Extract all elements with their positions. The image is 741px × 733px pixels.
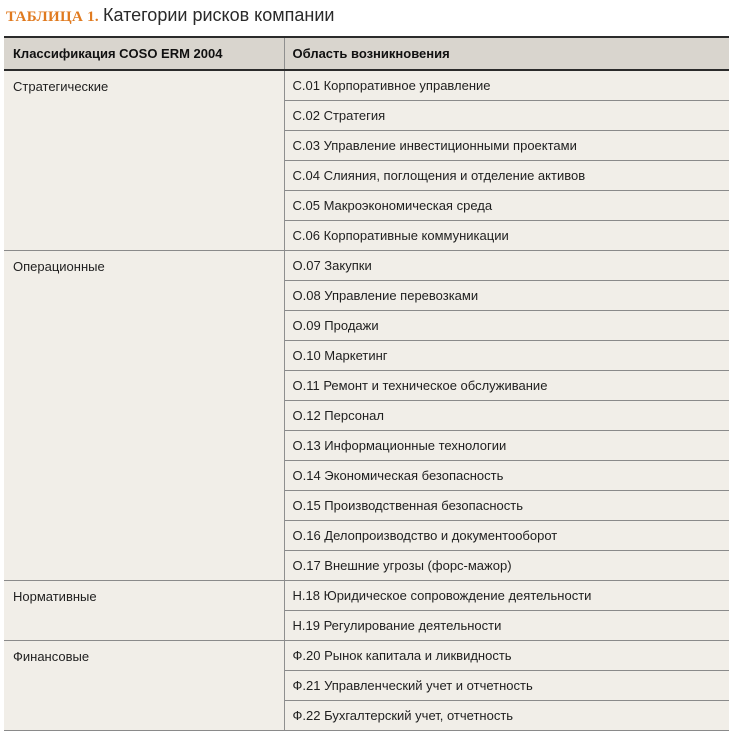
risk-area-cell: С.02 Стратегия	[284, 101, 729, 131]
risk-area-cell: С.06 Корпоративные коммуникации	[284, 221, 729, 251]
risk-area-cell: О.16 Делопроизводство и документооборот	[284, 521, 729, 551]
table-row	[4, 581, 729, 611]
risk-area-cell: С.03 Управление инвестиционными проектами	[284, 131, 729, 161]
risk-area-cell: О.13 Информационные технологии	[284, 431, 729, 461]
table-row	[4, 251, 729, 281]
table-row	[4, 641, 729, 671]
risk-category-cell: Операционные	[4, 251, 284, 581]
risk-area-cell: Н.18 Юридическое сопровождение деятельности	[284, 581, 729, 611]
table-number-label: ТАБЛИЦА 1.	[6, 9, 99, 25]
risk-category-cell: Нормативные	[4, 581, 284, 641]
table-title: Категории рисков компании	[102, 5, 335, 25]
risk-area-cell: С.04 Слияния, поглощения и отделение активов	[284, 161, 729, 191]
risk-area-cell: С.01 Корпоративное управление	[284, 70, 729, 101]
risk-category-cell: Финансовые	[4, 641, 284, 731]
risk-categories-table	[4, 36, 729, 731]
risk-area-cell: О.12 Персонал	[284, 401, 729, 431]
risk-area-cell: О.11 Ремонт и техническое обслуживание	[284, 371, 729, 401]
header-classification: Классификация COSO ERM 2004	[4, 37, 284, 70]
risk-area-cell: О.14 Экономическая безопасность	[284, 461, 729, 491]
table-body	[4, 70, 729, 731]
table-caption	[6, 3, 334, 27]
risk-area-cell: О.08 Управление перевозками	[284, 281, 729, 311]
risk-area-cell: Ф.20 Рынок капитала и ликвидность	[284, 641, 729, 671]
risk-category-cell: Стратегические	[4, 70, 284, 251]
risk-area-cell: О.15 Производственная безопасность	[284, 491, 729, 521]
risk-area-cell: О.07 Закупки	[284, 251, 729, 281]
table-row	[4, 70, 729, 101]
header-row	[4, 37, 729, 70]
risk-area-cell: Ф.22 Бухгалтерский учет, отчетность	[284, 701, 729, 731]
risk-area-cell: Н.19 Регулирование деятельности	[284, 611, 729, 641]
risk-area-cell: С.05 Макроэкономическая среда	[284, 191, 729, 221]
header-area: Область возникновения	[284, 37, 729, 70]
risk-area-cell: О.17 Внешние угрозы (форс-мажор)	[284, 551, 729, 581]
risk-area-cell: О.09 Продажи	[284, 311, 729, 341]
risk-area-cell: Ф.21 Управленческий учет и отчетность	[284, 671, 729, 701]
risk-area-cell: О.10 Маркетинг	[284, 341, 729, 371]
table-header	[4, 37, 729, 70]
